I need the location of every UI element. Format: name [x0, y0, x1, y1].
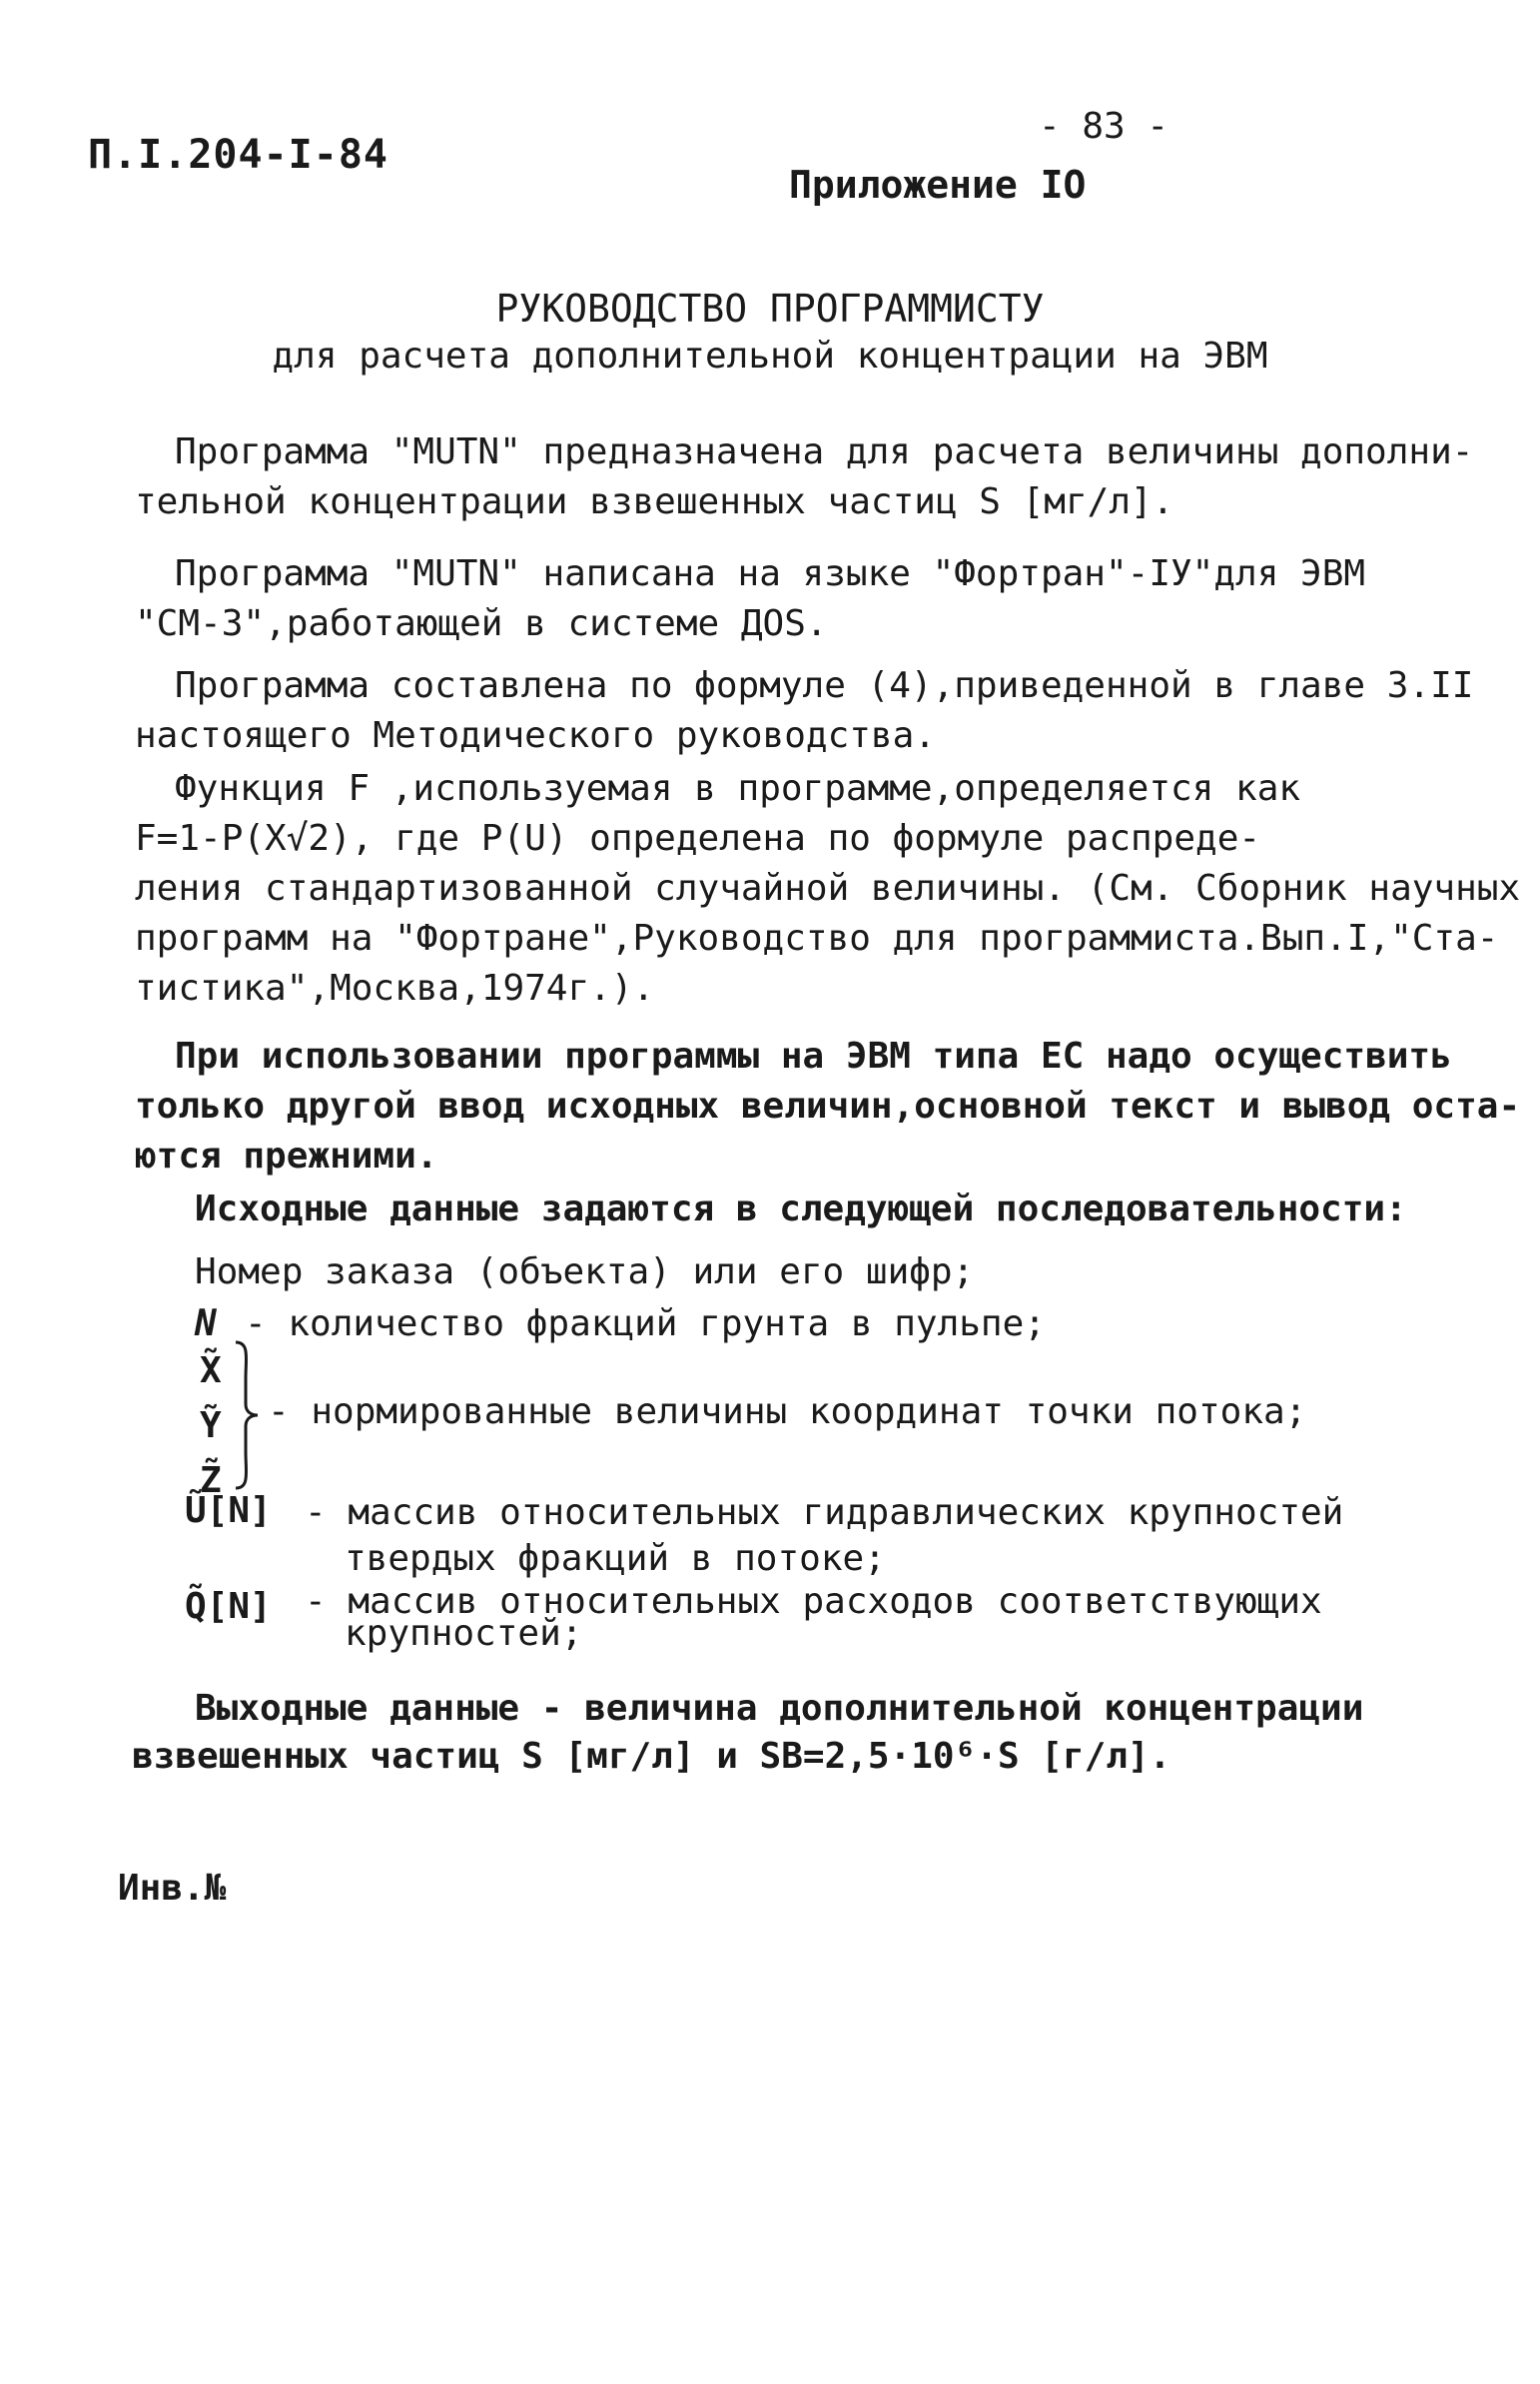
paragraph-line: тистика",Москва,1974г.).	[135, 968, 655, 1009]
paragraph-ec-note	[135, 1032, 1521, 1182]
paragraph-line: Функция F ,используемая в программе,определяется как	[175, 768, 1301, 809]
paragraph-line: Программа "МUТN" предназначена для расчета величины дополни-	[175, 431, 1474, 472]
coord-var-z: Z̃	[200, 1460, 222, 1501]
input-item-discharges	[305, 1581, 1322, 1654]
coord-var-x: X̃	[200, 1350, 222, 1391]
coordinate-vars	[200, 1343, 222, 1508]
input-data-heading: Исходные данные задаются в следующей последовательности:	[195, 1189, 1407, 1229]
brace-icon	[232, 1338, 262, 1493]
paragraph-line: настоящего Методического руководства.	[135, 715, 936, 756]
output-data-line2: взвешенных частиц S [мг/л] и SВ=2,5·10⁶·S [г/л].	[132, 1736, 1171, 1777]
paragraph-line: только другой ввод исходных величин,основной текст и вывод оста-	[135, 1086, 1521, 1127]
page-subtitle: для расчета дополнительной концентрации на ЭВМ	[272, 336, 1268, 377]
paragraph-line: Программа "МUТN" написана на языке "Фортран"-IУ"для ЭВМ	[175, 553, 1366, 594]
input-var-q: Q̃[N]	[185, 1586, 272, 1627]
input-var-u: Ũ[N]	[185, 1490, 272, 1531]
document-code: П.І.204-І-84	[88, 132, 388, 178]
input-item-order-number: Номер заказа (объекта) или его шифр;	[195, 1251, 975, 1292]
paragraph-line: программ на "Фортране",Руководство для программиста.Вып.I,"Ста-	[135, 918, 1499, 959]
input-item-hydraulic-sizes	[305, 1490, 1343, 1582]
paragraph-line: "СМ-3",работающей в системе ДОS.	[135, 603, 828, 644]
input-var-n: N	[195, 1303, 217, 1344]
coord-var-y: Ỹ	[200, 1405, 222, 1446]
paragraph-line: тельной концентрации взвешенных частиц S [мг/л].	[135, 481, 1174, 522]
paragraph-purpose	[135, 427, 1474, 527]
input-item-fraction-count: - количество фракций грунта в пульпе;	[245, 1303, 1046, 1344]
page-title: РУКОВОДСТВО ПРОГРАММИСТУ	[495, 287, 1045, 331]
item-text-line: крупностей;	[345, 1613, 583, 1654]
paragraph-language	[135, 549, 1366, 649]
paragraph-line: При использовании программы на ЭВМ типа ЕС надо осуществить	[175, 1036, 1452, 1077]
output-data-line1: Выходные данные - величина дополнительной концентрации	[195, 1688, 1364, 1729]
appendix-label: Приложение IO	[789, 163, 1087, 207]
paragraph-line: F=1-P(X√2), где P(U) определена по формуле распреде-	[135, 818, 1261, 859]
paragraph-function	[135, 764, 1521, 1014]
item-text-line: - массив относительных расходов соответствующих	[305, 1581, 1322, 1622]
paragraph-line: ются прежними.	[135, 1136, 438, 1177]
item-text-line: - массив относительных гидравлических крупностей	[305, 1492, 1344, 1533]
paragraph-line: ления стандартизованной случайной величины. (См. Сборник научных	[135, 868, 1521, 909]
page-number: - 83 -	[1039, 106, 1169, 147]
inventory-stamp: Инв.№	[118, 1868, 227, 1909]
item-text-line: твердых фракций в потоке;	[345, 1538, 886, 1579]
paragraph-line: Программа составлена по формуле (4),приведенной в главе 3.II	[175, 665, 1474, 706]
input-item-coordinates: - нормированные величины координат точки потока;	[268, 1391, 1307, 1432]
paragraph-formula	[135, 661, 1474, 761]
